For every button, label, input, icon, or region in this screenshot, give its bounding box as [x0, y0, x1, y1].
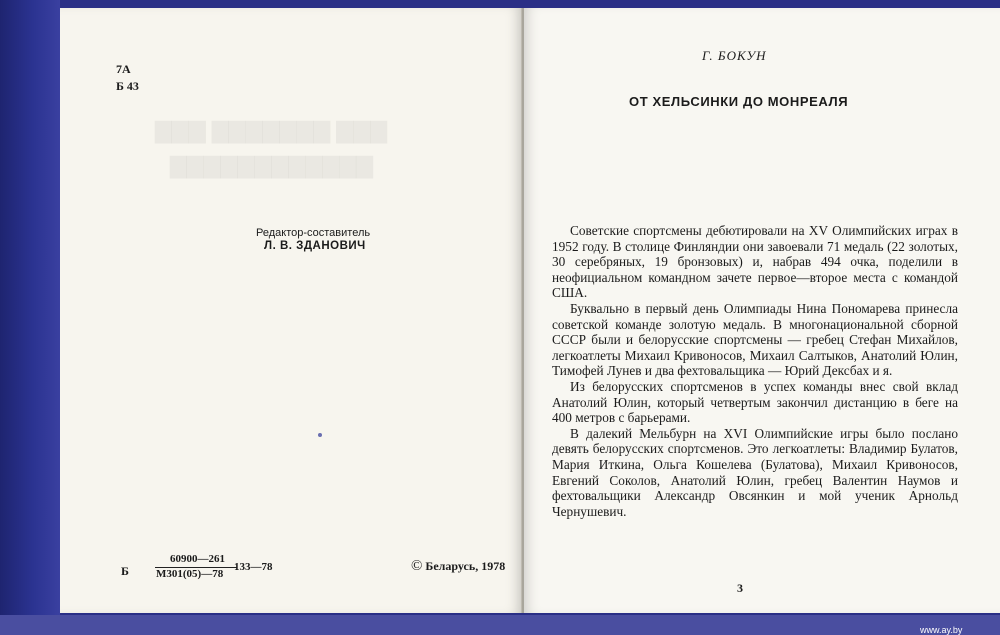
bleed-through-shadow: ▇▇▇▇▇▇▇▇▇▇▇▇ [170, 153, 374, 178]
right-page [524, 8, 1000, 635]
imprint-denominator: М301(05)—78 [156, 568, 224, 580]
paragraph: Из белорусских спортсменов в успех команды внес свой вклад Анатолий Юлин, который четвертым закончил дистанцию в беге на 400 метров с барьерами. [552, 378, 958, 426]
classification-codes [116, 61, 139, 95]
imprint-letter: Б [121, 564, 129, 578]
book-title: ОТ ХЕЛЬСИНКИ ДО МОНРЕАЛЯ [629, 94, 849, 109]
scanner-bottom-edge [0, 615, 1000, 635]
watermark: www.ay.by [920, 625, 963, 635]
bleed-through-shadow: ▇▇▇ ▇▇▇▇▇▇▇ ▇▇▇ [155, 118, 388, 143]
author-name: Г. БОКУН [702, 48, 767, 63]
classification-code: Б 43 [116, 79, 139, 93]
paragraph: Буквально в первый день Олимпиады Нина Пономарева принесла советской команде золотую медаль. В многонациональной сборной СССР были и белорусские спортсмены — гребец Стефан Михайлов, легкоатлеты Михаил Кривоносов, Михаил Салтыков, Анатолий Юлин, Тимофей Лунев и два фехтовальщика — Юрий Дексбах и я. [552, 300, 958, 379]
copyright-icon: © [411, 558, 423, 574]
page-number: 3 [737, 581, 743, 595]
book-cover-edge [0, 0, 60, 635]
copyright-text: Беларусь, 1978 [425, 559, 506, 573]
imprint-suffix: 133—78 [234, 561, 273, 573]
paragraph: В далекий Мельбурн на XVI Олимпийские игры было послано девять белорусских спортсменов. Это легкоатлеты: Владимир Булатов, Мария Иткина, Ольга Кошелева (Булатова), Михаил Кривоносов, Евгений Соколов, Анатолий Юлин, гребец Валентин Наумов и фехтовальщики Александр Овсянкин и мой ученик Арнольд Чернушевич. [552, 425, 958, 519]
ink-speck [318, 433, 322, 437]
body-text [552, 223, 958, 519]
copyright-line [411, 558, 505, 575]
editor-role: Редактор-составитель [256, 227, 371, 239]
classification-code: 7А [116, 62, 131, 76]
editor-name: Л. В. ЗДАНОВИЧ [264, 240, 366, 252]
imprint-numerator: 60900—261 [170, 553, 225, 565]
paragraph: Советские спортсмены дебютировали на XV Олимпийских играх в 1952 году. В столице Финляндии они завоевали 71 медаль (22 золотых, 30 серебряных, 19 бронзовых) и, набрав 494 очка, поделили в неофициальном командном зачете первое—второе места с командой США. [552, 223, 958, 301]
left-page [60, 8, 522, 613]
